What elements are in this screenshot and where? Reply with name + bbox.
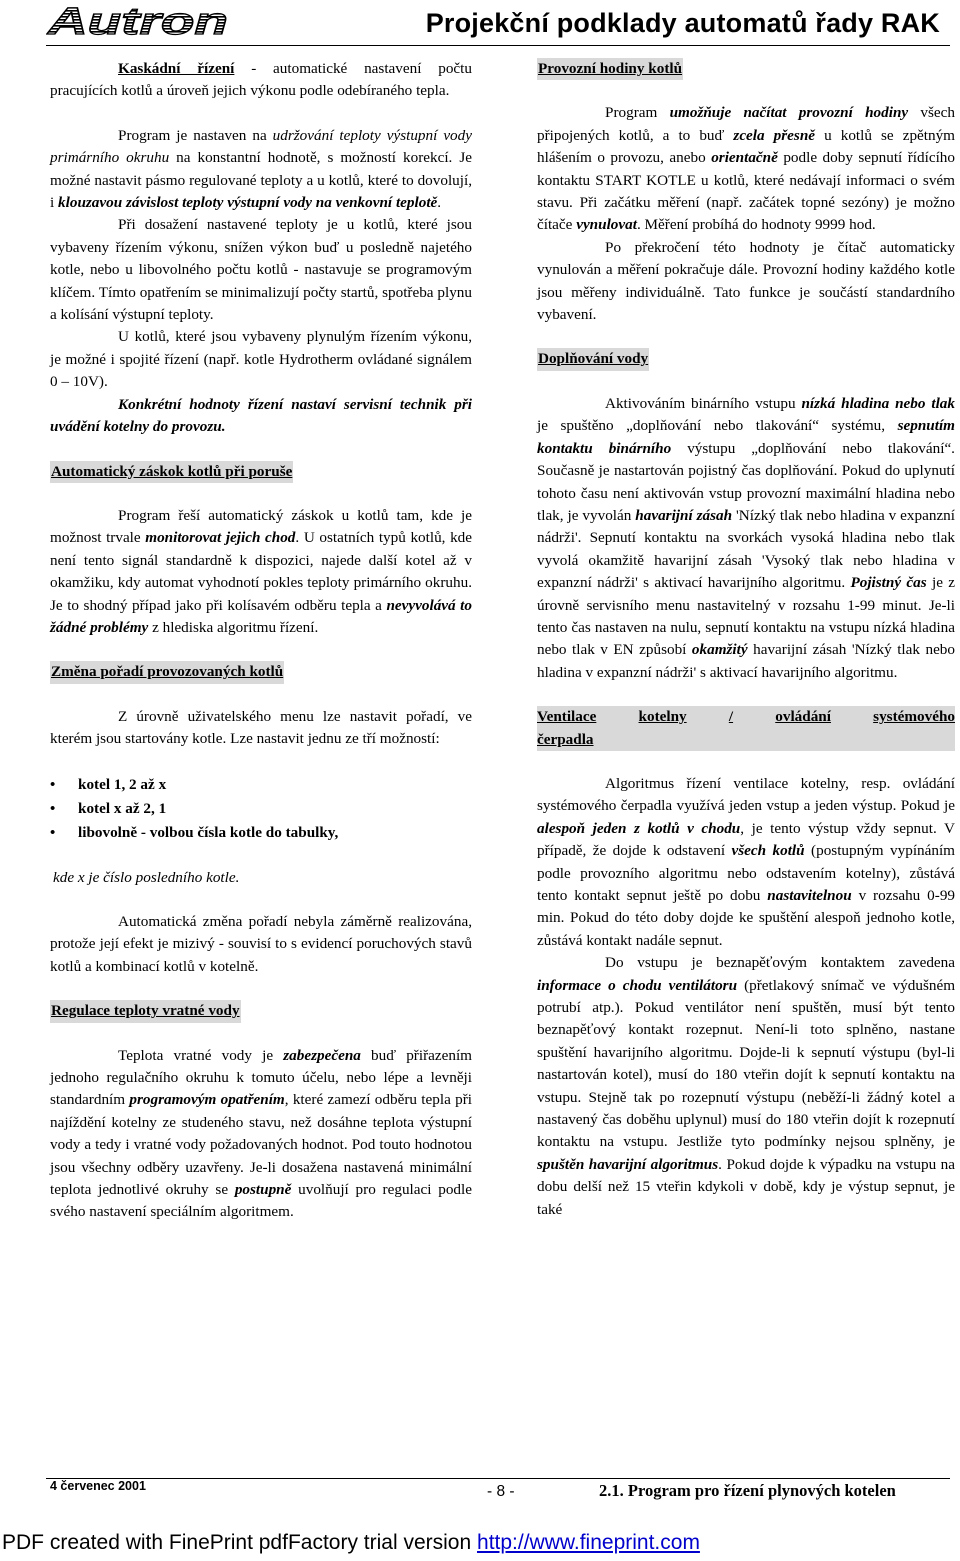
paragraph-return-water: Teplota vratné vody je zabezpečena buď přiřazením jednoho regulačního okruhu k tomuto účelu, nebo lépe a levněji standardním programovým opatřením, které zamezí odběru tepla při najíždění kotelny ze studeného stavu, než dosáhne teplota výstupní vody a tedy i vratné vody požadovaných hodnot. Pod touto hodnotou jsou všechny odběry uzavřeny. Je-li dosažena nastavená minimální teplota jednotlivé okruhy se postupně uvolňují pro regulaci podle svého nastavení speciálním algoritmem. [50,1046,472,1221]
page-number: - 8 - [487,1483,515,1500]
paragraph-hours: Program umožňuje načítat provozní hodiny všech připojených kotlů, a to buď zcela přesně u kotlů se zpětným hlášením o provozu, anebo orientačně podle doby sepnutí řídícího kontaktu START KOTLE u kotlů, které nedávají informaci o svém stavu. Při začátku měření (např. začátek topné sezóny) je možno čítače vynulovat. Měření probíhá do hodnoty 9999 hod. [537,104,955,234]
order-note: kde x je číslo posledního kotle. [53,868,240,886]
right-column [537,58,955,1221]
section-heading-hours: Provozní hodiny kotlů [537,58,955,80]
order-options-list [50,773,472,845]
paragraph-power-reduction: Při dosažení nastavené teploty je u kotlů, které jsou vybaveny řízením výkonu, snížen výkon buď u posledně najetého kotle, nebo u libovolného počtu kotlů - nastavuje se programovým klíčem. Tímto opatřením se minimalizují počty startů, spotřeba plynu a kolísání výstupní teploty. [50,216,472,324]
paragraph-auto-order: Automatická změna pořadí nebyla záměrně realizována, protože její efekt je mizivý - souvisí to s evidencí poruchových stavů kotlů a kombinací kotlů v kotelně. [50,912,472,975]
section-heading-order: Změna pořadí provozovaných kotlů [50,661,472,683]
footer-divider [46,1478,950,1479]
paragraph-order: Z úrovně uživatelského menu lze nastavit pořadí, ve kterém jsou startovány kotle. Lze nastavit jednu ze tří možností: [50,707,472,748]
header-divider [46,45,950,46]
page-title: Projekční podklady automatů řady RAK [425,8,940,38]
footer-section-title: 2.1. Program pro řízení plynových kotelen [599,1481,896,1500]
fineprint-link[interactable]: http://www.fineprint.com [477,1531,700,1554]
section-heading-ventilation: Ventilace kotelny / ovládání systémového čerpadla [537,706,955,751]
paragraph-ventilation: Algoritmus řízení ventilace kotelny, resp. ovládání systémového čerpadla využívá jeden vstup a jeden výstup. Pokud je alespoň jeden z kotlů v chodu, je tento výstup vždy sepnut. V případě, že dojde k odstavení všech kotlů (postupným vypínáním podle provozního algoritmu nebo odstavením kotelny), zůstává tento kontakt sepnut ještě po dobu nastavitelnou v rozsahu 0-99 min. Pokud do této doby dojde ke spuštění alespoň jednoho kotle, zůstává kontakt nadále sepnut. [537,774,956,949]
list-item: • libovolně - volbou čísla kotle do tabulky, [50,821,472,845]
section-heading-backup: Automatický záskok kotlů při poruše [50,461,472,483]
section-heading-water: Doplňování vody [537,348,955,370]
list-item: • kotel 1, 2 až x [50,773,472,797]
left-column [50,58,472,1224]
paragraph-fan-input: Do vstupu je beznapěťovým kontaktem zavedena informace o chodu ventilátoru (přetlakový snímač ve výdušném potrubí atp.). Pokud ventilátor není spuštěn, musí být tento beznapěťový kontakt rozepnut. Není-li toto splněno, nastane spuštění havarijního algoritmu. Dojde-li k sepnutí výstupu (byl-li nastartován kotel), musí do 180 vteřin dojít k sepnutí kontaktu na vstupu. Stejně tak po rozepnutí výstupu (neběží-li žádný kotel a nastavený čas doběhu uplynul) musí do 180 vteřin dojít k rozepnutí kontaktu na vstupu. Jestliže tyto podmínky nejsou splněny, je spuštěn havarijní algoritmus. Pokud dojde k výpadku na vstupu na dobu delší než 15 vteřin kdykoli v době, kdy je výstup sepnut, je také [537,954,956,1218]
paragraph-backup: Program řeší automatický záskok u kotlů tam, kde je možnost trvale monitorovat jejich chod. U ostatních typů kotlů, kde není tento signál standardně k dispozici, najede další kotel až v okamžiku, kdy automat vyhodnotí pokles teploty primárního okruhu. Je to shodný případ jako při kolísavém odběru tepla a nevyvolává to žádné problémy z hlediska algoritmu řízení. [50,506,472,636]
paragraph-hours-reset: Po překročení této hodnoty je čítač automaticky vynulován a měření pokračuje dále. Provozní hodiny každého kotle jsou měřeny individuálně. Tato funkce je součástí standardního vybavení. [537,238,955,324]
logo-text: Autron [46,1,228,41]
autron-logo [46,1,232,41]
footer-date: 4 červenec 2001 [50,1479,146,1493]
paragraph-cascade: Kaskádní řízení - automatické nastavení počtu pracujících kotlů a úroveň jejich výkonu podle odebíraného tepla. [50,60,472,100]
page-header [0,0,960,46]
paragraph-continuous-control: U kotlů, které jsou vybaveny plynulým řízením výkonu, je možné i spojité řízení (např. kotle Hydrotherm ovládané signálem 0 – 10V). [50,328,472,391]
list-item: • kotel x až 2, 1 [50,797,472,821]
paragraph-service-note: Konkrétní hodnoty řízení nastaví servisní technik při uvádění kotelny do provozu. [50,395,472,436]
pdf-banner-text: PDF created with FinePrint pdfFactory trial version http://www.fineprint.com [2,1531,700,1554]
section-heading-return-water: Regulace teploty vratné vody [50,1000,472,1022]
paragraph-water: Aktivováním binárního vstupu nízká hladina nebo tlak je spuštěno „doplňování nebo tlakování“ systému, sepnutím kontaktu binárního výstupu „doplňování nebo tlakování“. Současně je nastartován pojistný čas doplňování. Pokud do uplynutí tohoto času není aktivován vstup provozní maximální hladina nebo tlak, je vyvolán havarijní zásah 'Nízký tlak nebo hladina v expanzní nádrži'. Sepnutí kontaktu na svorkách vysoká hladina nebo tlak vyvolá okamžitě havarijní zásah 'Vysoký tlak nebo hladina v expanzní nádrži' s aktivací havarijního algoritmu. Pojistný čas je z úrovně servisního menu nastavitelný v rozsahu 1-99 minut. Je-li tento čas nastaven na nulu, sepnutí kontaktu na vstupu nízká hladina nebo tlak v EN způsobí okamžitý havarijní zásah 'Nízký tlak nebo hladina v expanzní nádrži' s aktivací havarijního algoritmu. [537,394,956,681]
paragraph-temperature: Program je nastaven na udržování teploty výstupní vody primárního okruhu na konstantní hodnotě, s možností korekcí. Je možné nastavit pásmo regulované teploty a u kotlů, které to dovolují, i klouzavou závislost teploty výstupní vody na venkovní teplotě. [50,126,472,212]
